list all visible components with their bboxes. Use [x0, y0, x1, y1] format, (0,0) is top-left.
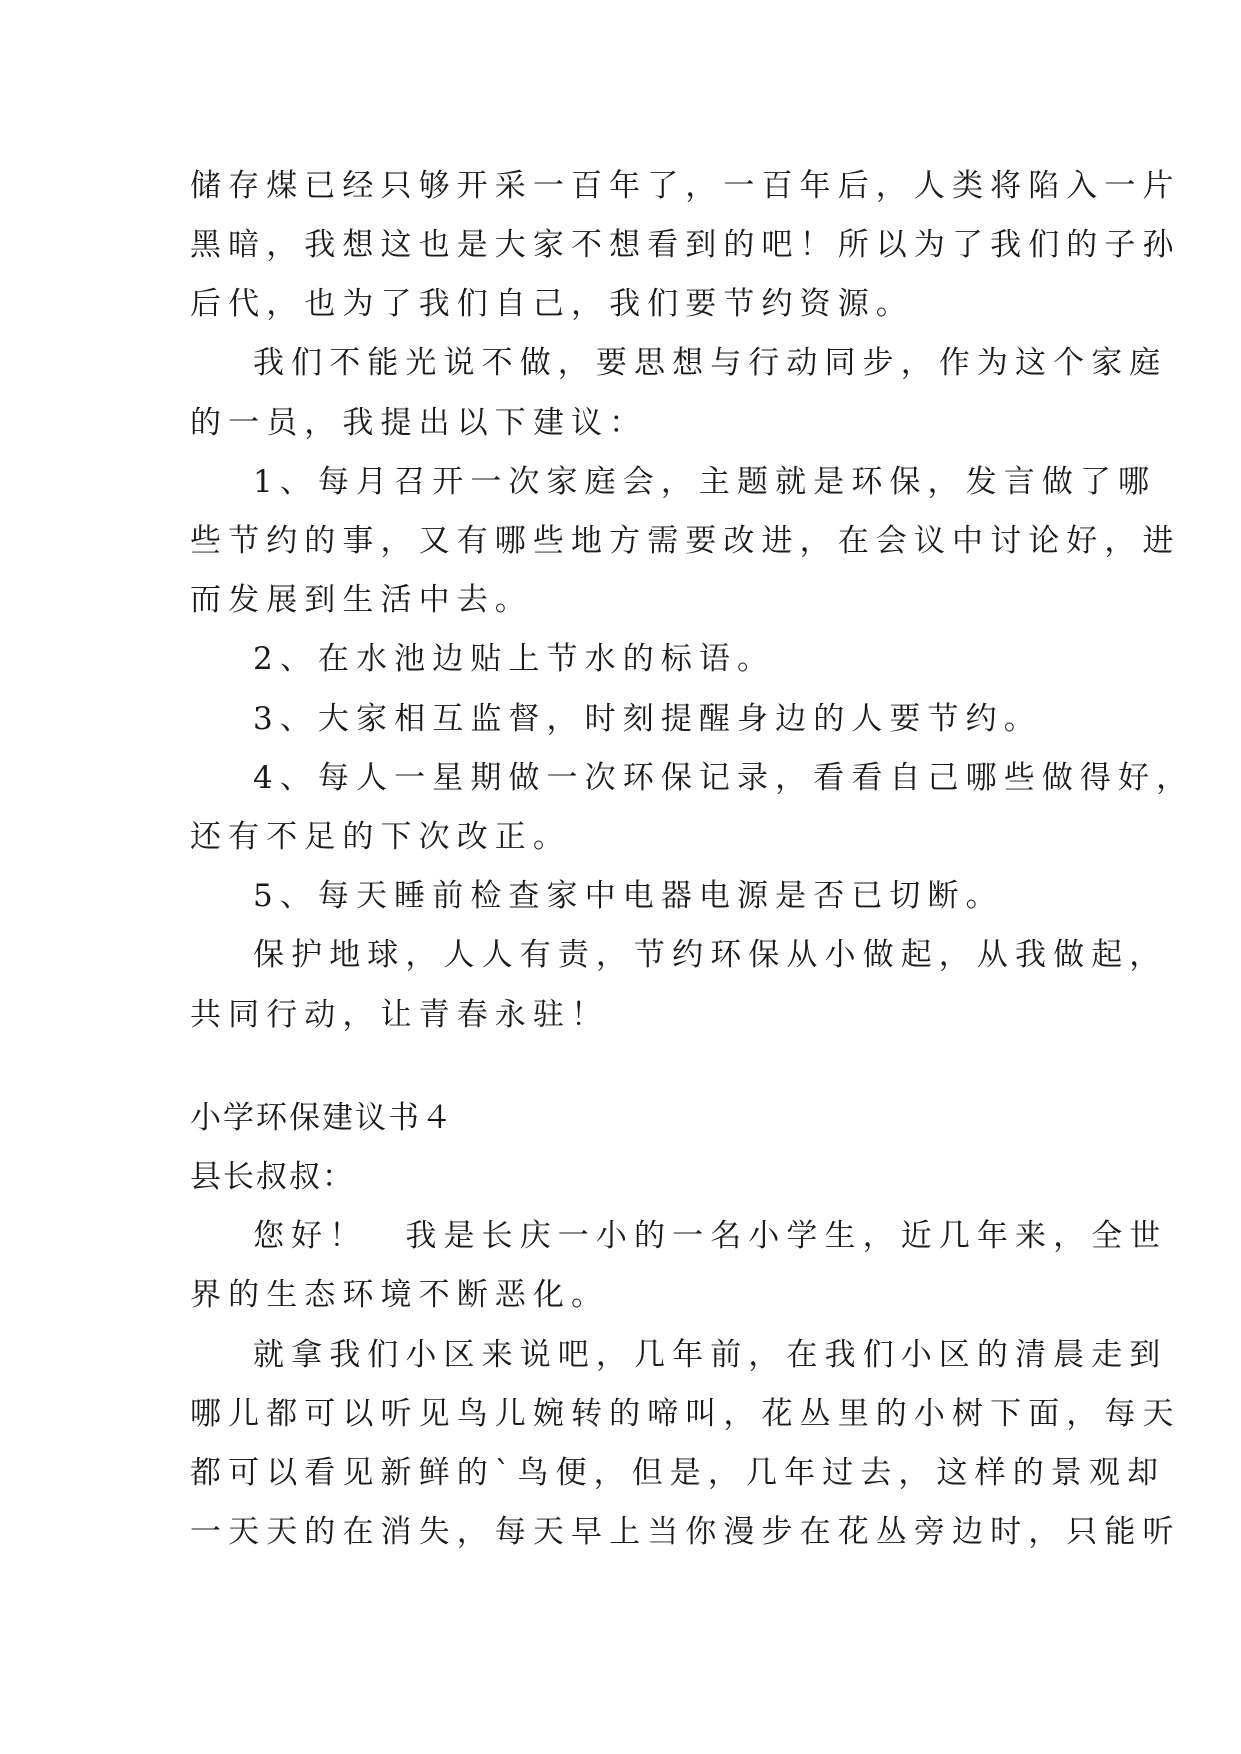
- text-line: 保护地球，人人有责，节约环保从小做起，从我做起，: [253, 937, 1168, 973]
- text-line: 我们不能光说不做，要思想与行动同步，作为这个家庭: [253, 345, 1168, 381]
- text-line: 就拿我们小区来说吧，几年前，在我们小区的清晨走到: [253, 1337, 1168, 1373]
- text-line: 后代，也为了我们自己，我们要节约资源。: [190, 286, 914, 322]
- salutation: 县长叔叔：: [190, 1159, 355, 1195]
- text-line: 都可以看见新鲜的`鸟便，但是，几年过去，这样的景观却: [190, 1455, 1166, 1491]
- text-line: 还有不足的下次改正。: [190, 819, 571, 855]
- text-line: 哪儿都可以听见鸟儿婉转的啼叫，花丛里的小树下面，每天: [190, 1396, 1181, 1432]
- list-item: 5、每天睡前检查家中电器电源是否已切断。: [253, 878, 1004, 914]
- text-line: 共同行动，让青春永驻！: [190, 997, 610, 1033]
- list-item: 1、每月召开一次家庭会，主题就是环保，发言做了哪: [253, 464, 1157, 500]
- text-line: 而发展到生活中去。: [190, 582, 533, 618]
- text-line: 一天天的在消失，每天早上当你漫步在花丛旁边时，只能听: [190, 1514, 1181, 1550]
- text-line: 界的生态环境不断恶化。: [190, 1277, 610, 1313]
- list-item: 3、大家相互监督，时刻提醒身边的人要节约。: [253, 701, 1042, 737]
- list-item: 4、每人一星期做一次环保记录，看看自己哪些做得好，: [253, 760, 1195, 796]
- text-line: 黑暗，我想这也是大家不想看到的吧！所以为了我们的子孙: [190, 227, 1181, 263]
- text-line: 的一员，我提出以下建议：: [190, 405, 648, 441]
- section-heading: 小学环保建议书４: [190, 1100, 454, 1136]
- text-line: 些节约的事，又有哪些地方需要改进，在会议中讨论好，进: [190, 523, 1181, 559]
- text-line: 您好！ 我是长庆一小的一名小学生，近几年来，全世: [253, 1218, 1168, 1254]
- list-item: 2、在水池边贴上节水的标语。: [253, 641, 776, 677]
- text-line: 储存煤已经只够开采一百年了，一百年后，人类将陷入一片: [190, 168, 1181, 204]
